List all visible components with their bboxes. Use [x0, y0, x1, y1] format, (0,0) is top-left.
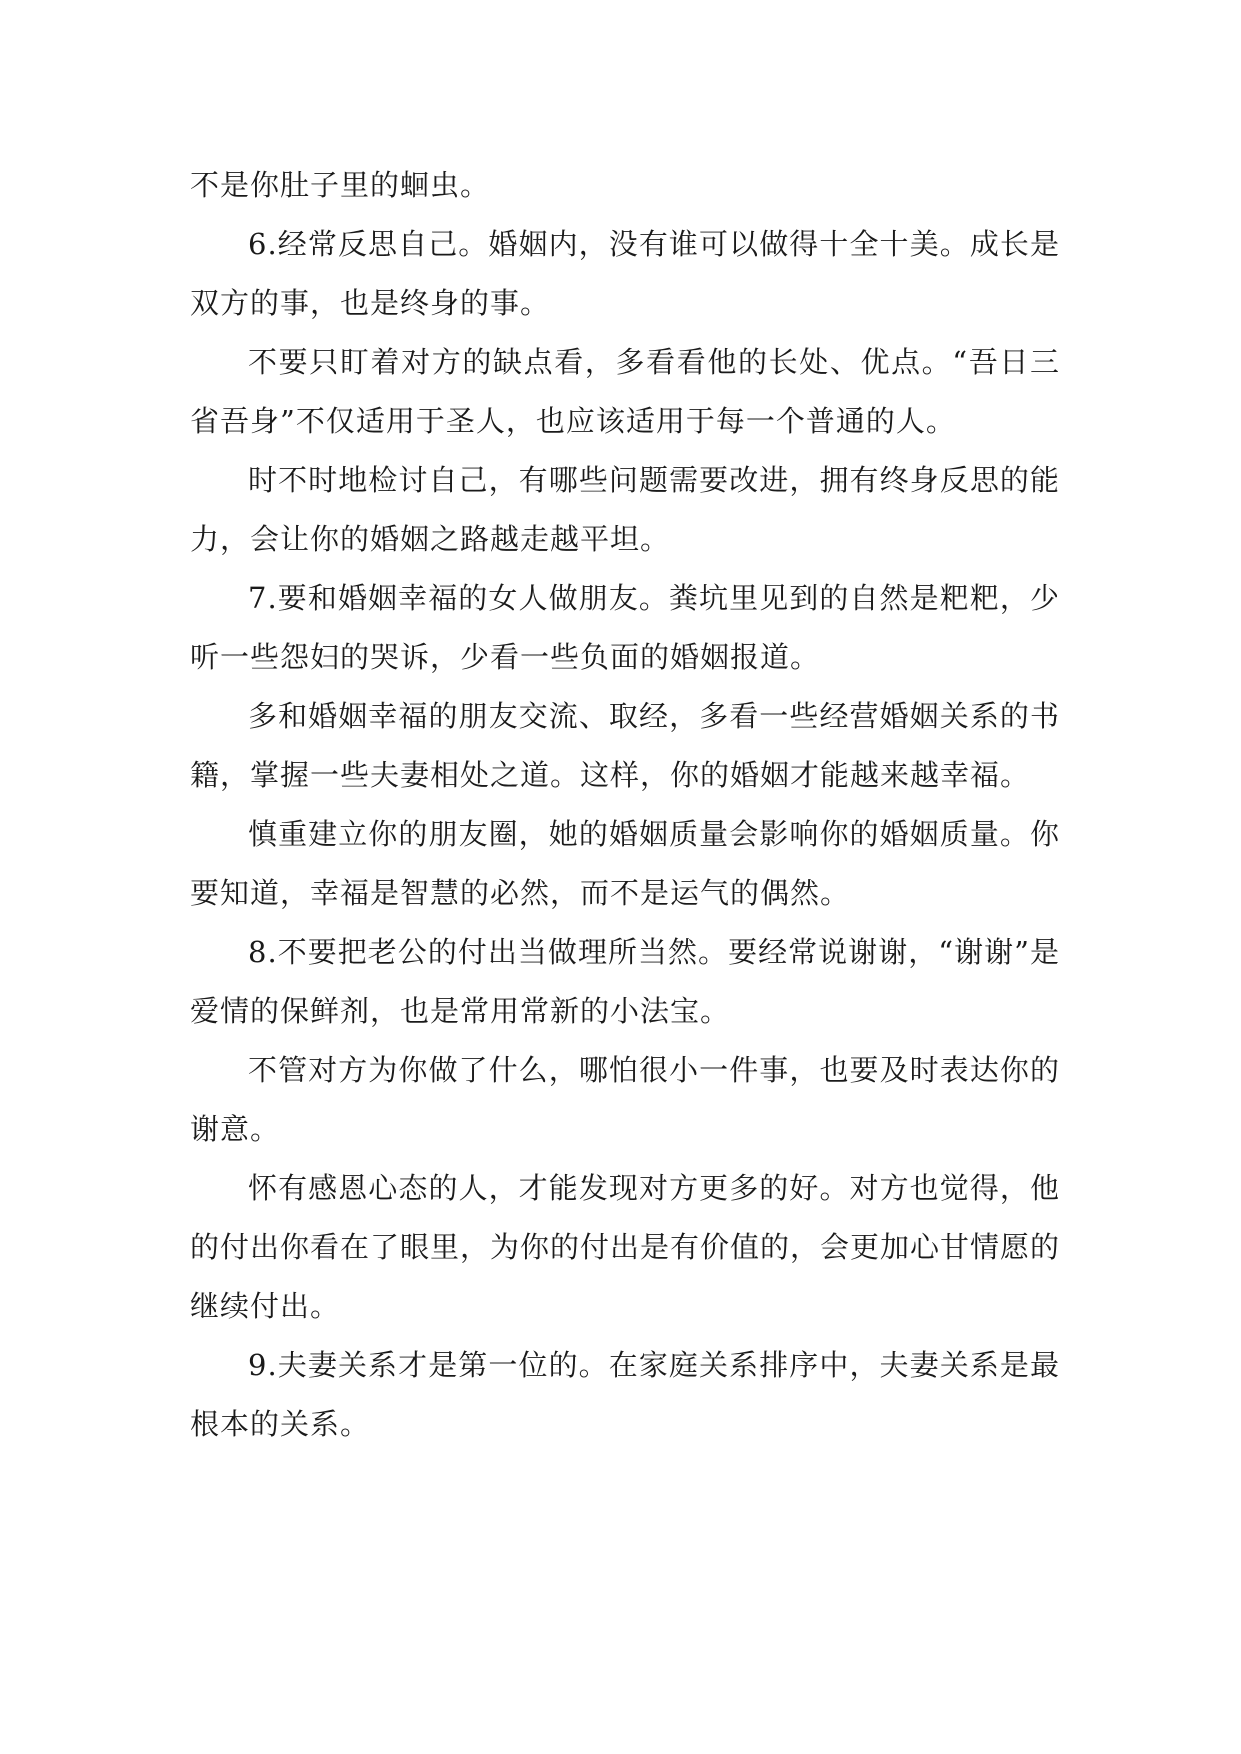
paragraph: 时不时地检讨自己，有哪些问题需要改进，拥有终身反思的能力，会让你的婚姻之路越走越平坦。 — [190, 463, 1060, 556]
paragraph: 不要只盯着对方的缺点看，多看看他的长处、优点。“吾日三省吾身”不仅适用于圣人，也应该适用于每一个普通的人。 — [190, 345, 1060, 438]
paragraph: 不是你肚子里的蛔虫。 — [190, 168, 491, 202]
paragraph: 9.夫妻关系才是第一位的。在家庭关系排序中，夫妻关系是最根本的关系。 — [190, 1348, 1060, 1441]
paragraph: 8.不要把老公的付出当做理所当然。要经常说谢谢，“谢谢”是爱情的保鲜剂，也是常用常新的小法宝。 — [190, 935, 1060, 1028]
paragraph: 7.要和婚姻幸福的女人做朋友。粪坑里见到的自然是粑粑，少听一些怨妇的哭诉，少看一些负面的婚姻报道。 — [190, 581, 1060, 674]
paragraph: 怀有感恩心态的人，才能发现对方更多的好。对方也觉得，他的付出你看在了眼里，为你的付出是有价值的，会更加心甘情愿的继续付出。 — [190, 1171, 1061, 1323]
paragraph: 慎重建立你的朋友圈，她的婚姻质量会影响你的婚姻质量。你要知道，幸福是智慧的必然，而不是运气的偶然。 — [190, 817, 1060, 910]
paragraph: 不管对方为你做了什么，哪怕很小一件事，也要及时表达你的谢意。 — [190, 1053, 1060, 1146]
document-body — [190, 156, 1060, 1454]
paragraph: 多和婚姻幸福的朋友交流、取经，多看一些经营婚姻关系的书籍，掌握一些夫妻相处之道。这样，你的婚姻才能越来越幸福。 — [190, 699, 1060, 792]
paragraph: 6.经常反思自己。婚姻内，没有谁可以做得十全十美。成长是双方的事，也是终身的事。 — [190, 227, 1060, 320]
